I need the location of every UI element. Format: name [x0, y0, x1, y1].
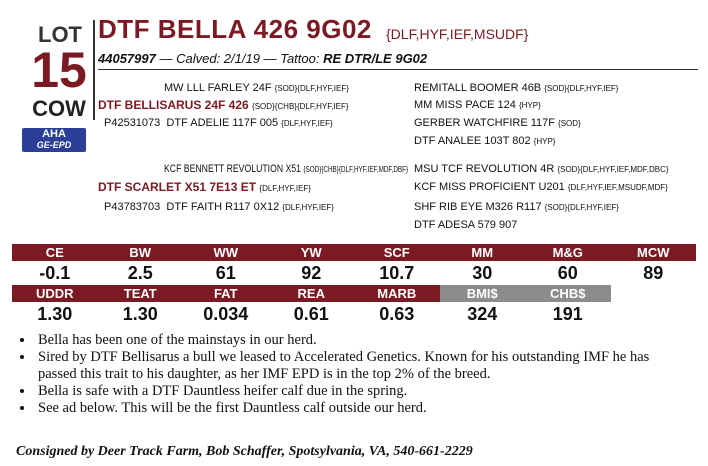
badge-bottom-text: GE-EPD — [36, 140, 72, 150]
epd-value: 1.30 — [37, 304, 73, 324]
pedigree-sire-dam: P42531073 DTF ADELIE 117F 005 {DLF,HYF,IEF} — [104, 117, 333, 129]
dash: — — [159, 51, 177, 66]
epd-value: 1.30 — [122, 304, 158, 324]
epd-label-empty — [611, 285, 697, 302]
aha-ge-epd-logo — [22, 128, 86, 152]
epd-label: MARB — [354, 285, 440, 302]
epd-label: M&G — [525, 244, 611, 261]
epd-label: WW — [183, 244, 269, 261]
lot-notes — [18, 332, 678, 417]
epd-label: UDDR — [12, 285, 98, 302]
epd-label-row — [12, 285, 696, 302]
epd-value: 0.63 — [379, 304, 415, 324]
epd-value: 30 — [472, 263, 493, 283]
pedigree-ggp: REMITALL BOOMER 46B {SOD}{DLF,HYF,IEF} — [414, 82, 619, 94]
registration-line — [98, 51, 427, 66]
epd-value: 0.61 — [293, 304, 329, 324]
badge-top-text: AHA — [42, 128, 66, 140]
epd-label: MM — [440, 244, 526, 261]
lot-label: LOT — [38, 22, 82, 47]
lot-type: COW — [32, 96, 86, 121]
lot-number: 15 — [31, 42, 87, 98]
registration-number: 44057997 — [98, 51, 156, 66]
epd-value: 0.034 — [203, 304, 249, 324]
pedigree-ggp: DTF ADESA 579 907 — [414, 219, 518, 231]
dash: — — [263, 51, 281, 66]
epd-value: 89 — [643, 263, 664, 283]
pedigree-dam-sire: KCF BENNETT REVOLUTION X51 {SOD}{CHB}{DLF,HYF,IEF,MDF,DBF} — [164, 163, 409, 175]
epd-value: 61 — [215, 263, 236, 283]
pedigree-ggp: GERBER WATCHFIRE 117F {SOD} — [414, 117, 581, 129]
pedigree-ggp: MSU TCF REVOLUTION 4R {SOD}{DLF,HYF,IEF,MDF,DBC} — [414, 163, 669, 175]
epd-label: FAT — [183, 285, 269, 302]
epd-value: 324 — [467, 304, 498, 324]
epd-value: -0.1 — [39, 263, 71, 283]
pedigree-ggp: MM MISS PACE 124 {HYP} — [414, 99, 541, 111]
epd-label: CE — [12, 244, 98, 261]
pedigree-sire: DTF BELLISARUS 24F 426 {SOD}{CHB}{DLF,HYF,IEF} — [98, 98, 349, 112]
epd-value: 92 — [301, 263, 322, 283]
epd-label-index: BMI$ — [440, 285, 526, 302]
epd-label: YW — [269, 244, 355, 261]
sire-registration: P42531073 — [104, 117, 161, 129]
epd-value: 10.7 — [379, 263, 415, 283]
note-item: • Bella is safe with a DTF Dauntless heifer calf due in the spring. — [35, 383, 678, 400]
epd-label: BW — [98, 244, 184, 261]
genetic-status: {DLF,HYF,IEF,MSUDF} — [386, 26, 529, 42]
pedigree-dam-dam: P43783703 DTF FAITH R117 0X12 {DLF,HYF,IEF} — [104, 201, 334, 213]
epd-label: SCF — [354, 244, 440, 261]
epd-value-empty — [611, 302, 697, 326]
epd-value: 191 — [552, 304, 583, 324]
note-item: • Bella has been one of the mainstays in our herd. — [35, 332, 678, 349]
dam-registration: P43783703 — [104, 201, 161, 213]
pedigree-sire-sire: MW LLL FARLEY 24F {SOD}{DLF,HYF,IEF} — [164, 82, 349, 94]
animal-name: DTF BELLA 426 9G02 — [98, 14, 372, 44]
epd-value-row — [12, 261, 696, 285]
tattoo-label: Tattoo: — [280, 51, 320, 66]
consignor-line: Consigned by Deer Track Farm, Bob Schaffer, Spotsylvania, VA, 540-661-2229 — [16, 444, 473, 459]
epd-label-row — [12, 244, 696, 261]
calved-label: Calved: — [176, 51, 221, 66]
lot-divider — [93, 20, 95, 120]
note-item: • Sired by DTF Bellisarus a bull we leased to Accelerated Genetics. Known for his outstanding IMF he has passed this trait to his daughter, as her IMF EPD is in the top 2% of the breed. — [35, 349, 678, 383]
tattoo-value: RE DTR/LE 9G02 — [323, 51, 428, 66]
note-item: • See ad below. This will be the first Dauntless calf outside our herd. — [35, 400, 678, 417]
epd-label-index: CHB$ — [525, 285, 611, 302]
epd-value: 2.5 — [127, 263, 153, 283]
epd-value-row — [12, 302, 696, 326]
header-divider — [98, 69, 698, 70]
pedigree-ggp: KCF MISS PROFICIENT U201 {DLF,HYF,IEF,MSUDF,MDF} — [414, 181, 668, 193]
pedigree-ggp: SHF RIB EYE M326 R117 {SOD}{DLF,HYF,IEF} — [414, 201, 619, 213]
pedigree-dam: DTF SCARLET X51 7E13 ET {DLF,HYF,IEF} — [98, 180, 311, 194]
epd-table — [12, 244, 696, 326]
calved-date: 2/1/19 — [223, 51, 260, 66]
epd-label: REA — [269, 285, 355, 302]
pedigree-ggp: DTF ANALEE 103T 802 {HYP} — [414, 135, 556, 147]
epd-label: MCW — [611, 244, 697, 261]
epd-label: TEAT — [98, 285, 184, 302]
epd-value: 60 — [557, 263, 578, 283]
